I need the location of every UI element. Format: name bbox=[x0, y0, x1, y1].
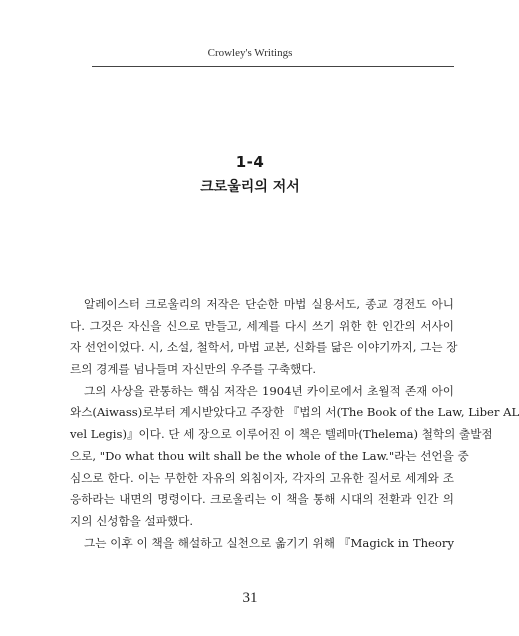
body-line: 지의 신성함을 설파했다. bbox=[70, 513, 194, 528]
body-line: 그는 이후 이 책을 해설하고 실천으로 옮기기 위해 『Magick in Theory bbox=[84, 535, 454, 550]
body-text bbox=[70, 294, 519, 554]
body-line: 다. 그것은 자신을 신으로 만들고, 세계를 다시 쓰기 위한 한 인간의 서사이 bbox=[70, 318, 454, 333]
chapter-number: 1-4 bbox=[235, 153, 265, 171]
chapter-title: 크로울리의 저서 bbox=[200, 179, 300, 195]
body-line: 응하라는 내면의 명령이다. 크로울리는 이 책을 통해 시대의 전환과 인간 의 bbox=[70, 492, 454, 507]
body-line: 알레이스터 크로울리의 저작은 단순한 마법 실용서도, 종교 경전도 아니 bbox=[84, 297, 454, 311]
body-line: 자 선언이었다. 시, 소설, 철학서, 마법 교본, 신화를 닮은 이야기까지, 그는 장 bbox=[70, 340, 458, 355]
body-line: 르의 경계를 넘나들며 자신만의 우주를 구축했다. bbox=[70, 362, 317, 377]
body-line: 심으로 한다. 이는 무한한 자유의 외침이자, 각자의 고유한 질서로 세계와 조 bbox=[70, 470, 454, 485]
header-rule bbox=[92, 66, 454, 67]
page-number: 31 bbox=[242, 590, 258, 606]
body-line: 그의 사상을 관통하는 핵심 저작은 1904년 카이로에서 초월적 존재 아이 bbox=[84, 383, 454, 398]
body-line: 으로, "Do what thou wilt shall be the whole of the Law."라는 선언을 중 bbox=[70, 448, 469, 463]
body-line: 와스(Aiwass)로부터 계시받았다고 주장한 『법의 서(The Book of the Law, Liber AL bbox=[70, 405, 519, 420]
running-head: Crowley's Writings bbox=[207, 47, 293, 59]
body-line: vel Legis)』이다. 단 세 장으로 이루어진 이 책은 텔레마(Thelema) 철학의 출발점 bbox=[70, 427, 493, 442]
